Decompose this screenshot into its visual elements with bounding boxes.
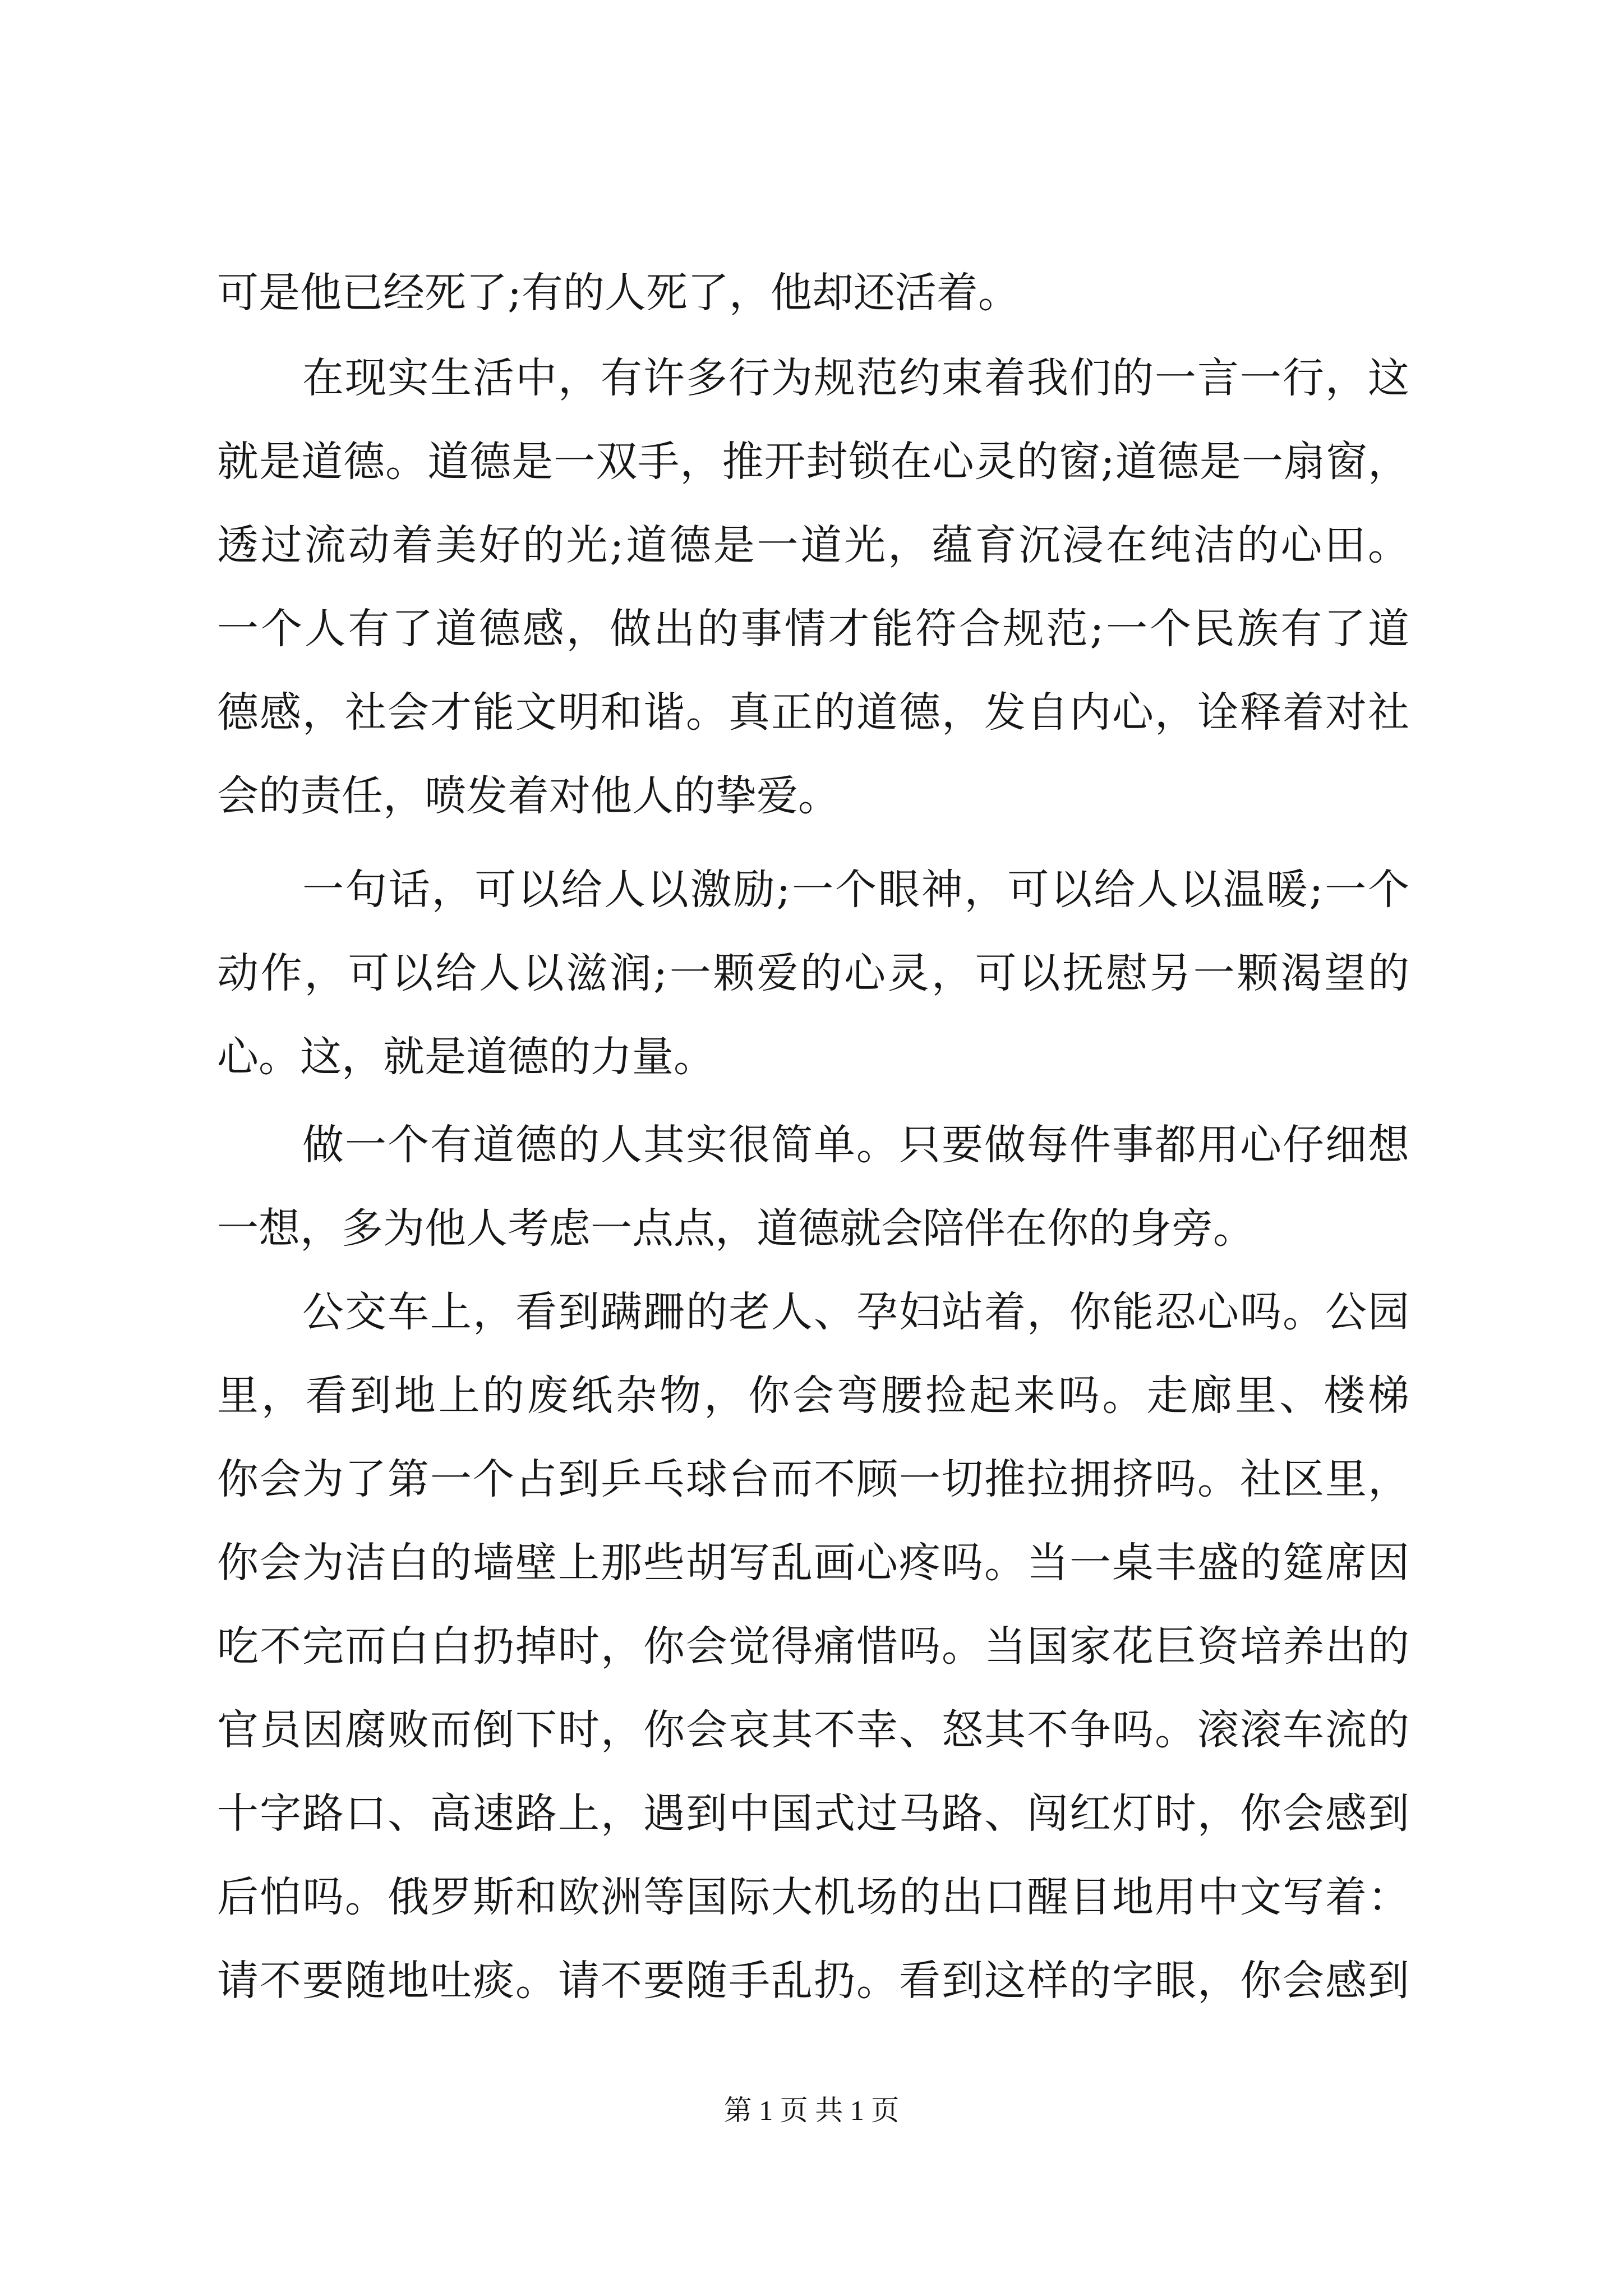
text-line: 吃不完而白白扔掉时，你会觉得痛惜吗。当国家花巨资培养出的: [217, 1622, 1409, 1671]
text-line: 里，看到地上的废纸杂物，你会弯腰捡起来吗。走廊里、楼梯: [217, 1372, 1409, 1420]
page-number-label: 第 1 页 共 1 页: [723, 2095, 900, 2126]
text-line: 一句话，可以给人以激励;一个眼神，可以给人以温暖;一个: [302, 866, 1409, 914]
text-line: 十字路口、高速路上，遇到中国式过马路、闯红灯时，你会感到: [217, 1789, 1409, 1838]
text-line: 一个人有了道德感，做出的事情才能符合规范;一个民族有了道: [217, 605, 1409, 653]
text-line: 可是他已经死了;有的人死了，他却还活着。: [217, 269, 1020, 317]
text-line: 透过流动着美好的光;道德是一道光，蕴育沉浸在纯洁的心田。: [217, 521, 1409, 569]
paragraph: [217, 337, 1409, 838]
text-line: 公交车上，看到蹒跚的老人、孕妇站着，你能忍心吗。公园: [302, 1288, 1409, 1336]
text-line: 在现实生活中，有许多行为规范约束着我们的一言一行，这: [302, 354, 1409, 402]
text-line: 一想，多为他人考虑一点点，道德就会陪伴在你的身旁。: [217, 1204, 1255, 1253]
text-line: 德感，社会才能文明和谐。真正的道德，发自内心，诠释着对社: [217, 688, 1409, 737]
paragraph: [217, 848, 1409, 1099]
text-line: 做一个有道德的人其实很简单。只要做每件事都用心仔细想: [302, 1121, 1409, 1169]
paragraph: [217, 1271, 1409, 2023]
text-line: 后怕吗。俄罗斯和欧洲等国际大机场的出口醒目地用中文写着：: [217, 1873, 1409, 1921]
text-line: 请不要随地吐痰。请不要随手乱扔。看到这样的字眼，你会感到: [217, 1957, 1409, 2005]
text-line: 动作，可以给人以滋润;一颗爱的心灵，可以抚慰另一颗渴望的: [217, 949, 1409, 997]
text-line: 你会为了第一个占到乒乓球台而不顾一切推拉拥挤吗。社区里，: [217, 1455, 1409, 1503]
paragraph: [217, 251, 1409, 335]
text-line: 官员因腐败而倒下时，你会哀其不幸、怒其不争吗。滚滚车流的: [217, 1706, 1409, 1754]
text-line: 你会为洁白的墙壁上那些胡写乱画心疼吗。当一桌丰盛的筵席因: [217, 1539, 1409, 1587]
text-line: 就是道德。道德是一双手，推开封锁在心灵的窗;道德是一扇窗，: [217, 438, 1409, 486]
document-body: [217, 251, 1409, 2023]
paragraph: [217, 1103, 1409, 1271]
text-line: 会的责任，喷发着对他人的挚爱。: [217, 772, 840, 820]
page-footer: [0, 2093, 1623, 2127]
text-line: 心。这，就是道德的力量。: [217, 1033, 715, 1081]
